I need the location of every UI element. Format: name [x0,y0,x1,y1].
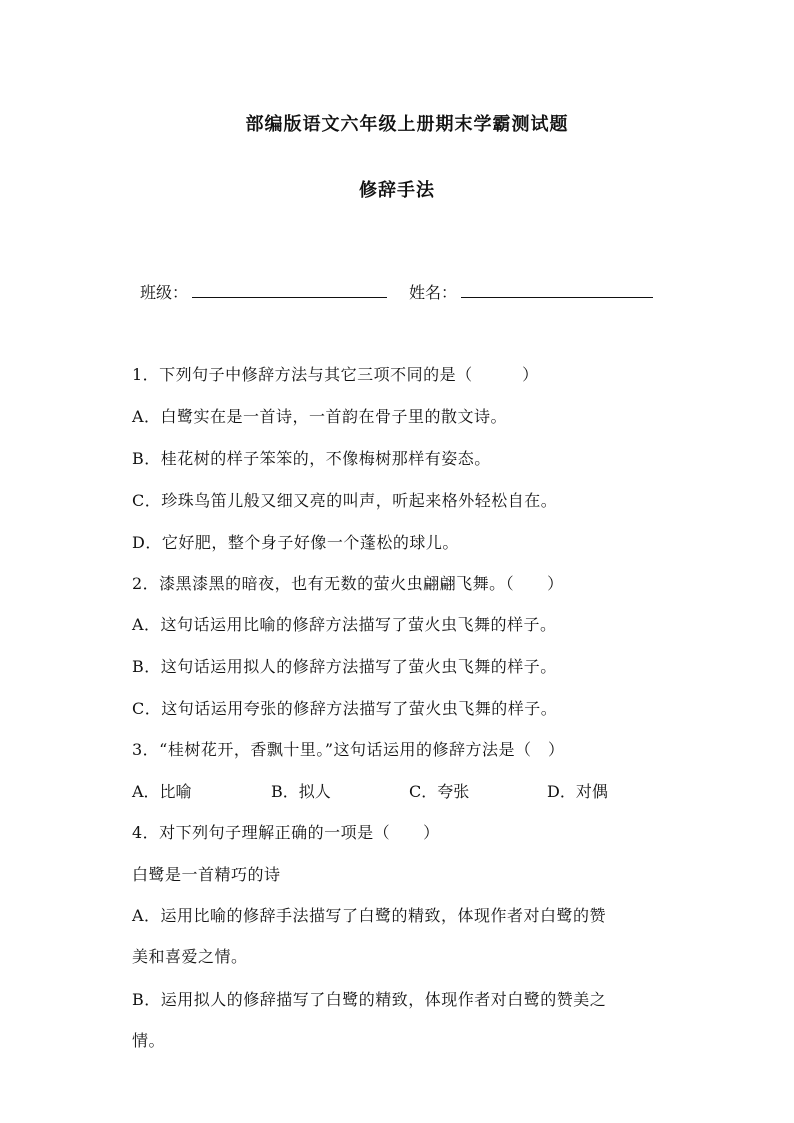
question-4: 4．对下列句子理解正确的一项是（ ） [132,823,440,842]
question-1-option-d: D．它好肥，整个身子好像一个蓬松的球儿。 [132,533,459,552]
question-4-option-b-cont: 情。 [132,1031,166,1050]
question-2-option-a: A．这句话运用比喻的修辞方法描写了萤火虫飞舞的样子。 [132,615,557,634]
class-blank[interactable] [192,283,387,298]
question-1: 1．下列句子中修辞方法与其它三项不同的是（ ） [132,365,539,384]
question-3-option-a: A．比喻 [132,782,192,801]
question-4-option-b: B．运用拟人的修辞描写了白鹭的精致，体现作者对白鹭的赞美之 [132,990,607,1009]
question-3-option-b: B．拟人 [271,782,331,801]
question-3-option-d: D．对偶 [547,782,608,801]
question-2-option-c: C．这句话运用夸张的修辞方法描写了萤火虫飞舞的样子。 [132,699,558,718]
name-label: 姓名： [409,283,458,302]
name-blank[interactable] [461,283,653,298]
student-info-row [140,280,653,303]
question-2: 2．漆黑漆黑的暗夜，也有无数的萤火虫翩翩飞舞。（ ） [132,574,564,593]
question-4-option-a-cont: 美和喜爱之情。 [132,947,248,966]
question-4-stem: 白鹭是一首精巧的诗 [132,865,281,884]
question-1-option-b: B．桂花树的样子笨笨的，不像梅树那样有姿态。 [132,449,491,468]
page-title: 部编版语文六年级上册期末学霸测试题 [245,114,569,135]
question-1-option-c: C．珍珠鸟笛儿般又细又亮的叫声，听起来格外轻松自在。 [132,491,558,510]
question-3: 3．“桂树花开，香飘十里。”这句话运用的修辞方法是（ ） [132,740,565,759]
question-4-option-a: A．运用比喻的修辞手法描写了白鹭的精致，体现作者对白鹭的赞 [132,906,607,925]
class-label: 班级： [140,283,189,302]
question-2-option-b: B．这句话运用拟人的修辞方法描写了萤火虫飞舞的样子。 [132,657,557,676]
page-subtitle: 修辞手法 [359,180,435,201]
question-1-option-a: A．白鹭实在是一首诗，一首韵在骨子里的散文诗。 [132,407,508,426]
question-3-options [132,779,608,802]
question-3-option-c: C．夸张 [409,782,470,801]
